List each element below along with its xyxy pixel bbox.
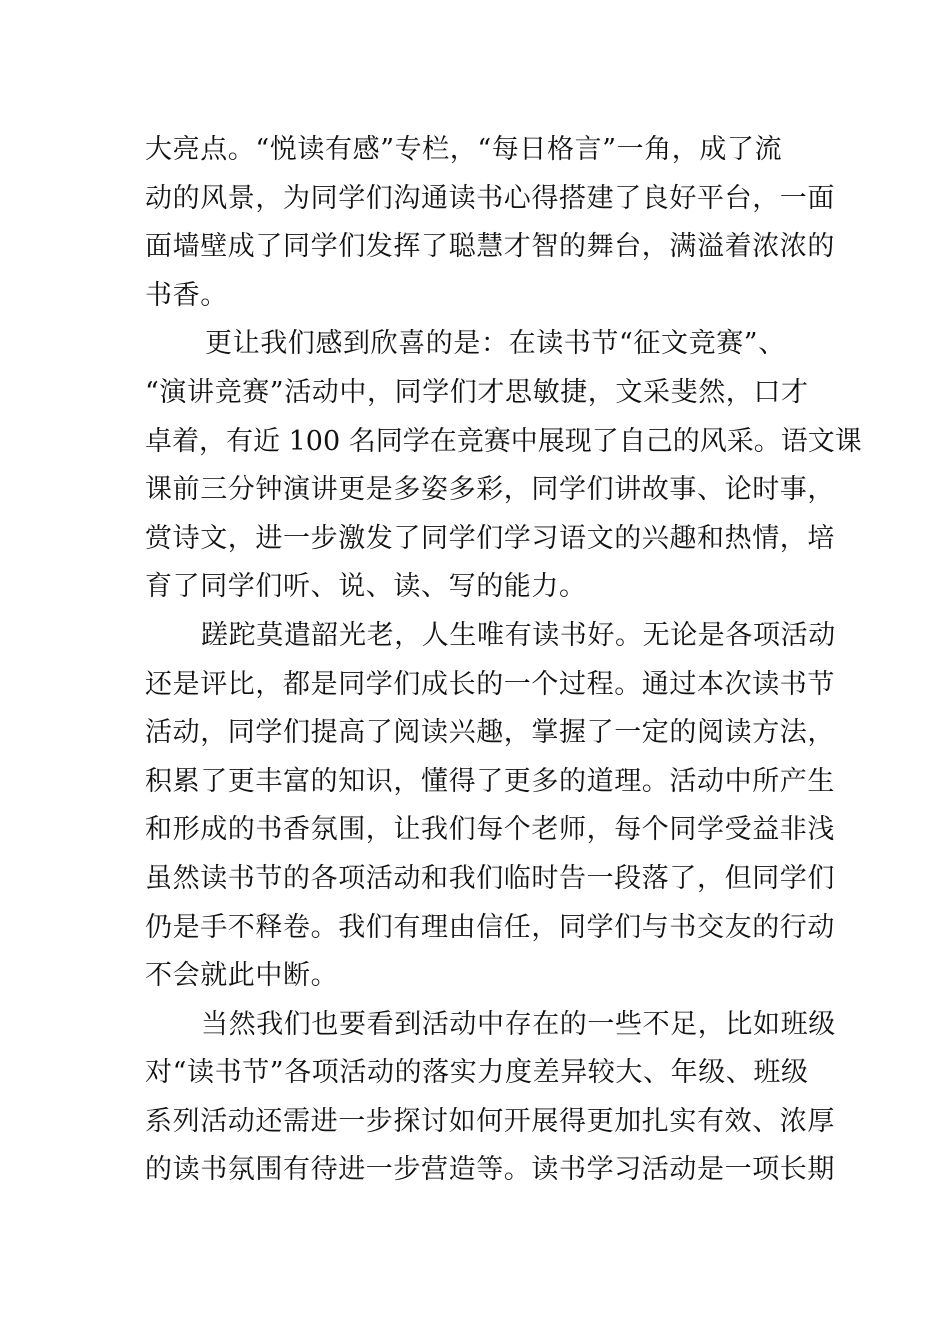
paragraph-line: 课前三分钟演讲更是多姿多彩，同学们讲故事、论时事， <box>145 474 835 506</box>
paragraph-line: 面墙壁成了同学们发挥了聪慧才智的舞台，满溢着浓浓的 <box>145 231 835 263</box>
paragraph-line: 对“读书节”各项活动的落实力度差异较大、年级、班级 <box>145 1057 809 1089</box>
paragraph-line: 虽然读书节的各项活动和我们临时告一段落了，但同学们 <box>145 862 835 894</box>
paragraph-line: 的读书氛围有待进一步营造等。读书学习活动是一项长期 <box>145 1154 835 1186</box>
paragraph-line: 仍是手不释卷。我们有理由信任，同学们与书交友的行动 <box>145 911 835 943</box>
paragraph-line: “演讲竞赛”活动中，同学们才思敏捷，文采斐然，口才 <box>145 376 809 408</box>
paragraph-line: 蹉跎莫遣韶光老，人生唯有读书好。无论是各项活动 <box>201 619 836 651</box>
paragraph-line: 系列活动还需进一步探讨如何开展得更加扎实有效、浓厚 <box>145 1105 835 1137</box>
paragraph-line: 动的风景，为同学们沟通读书心得搭建了良好平台，一面 <box>145 182 835 214</box>
document-body <box>145 126 862 1195</box>
paragraph-line: 卓着，有近 100 名同学在竞赛中展现了自己的风采。语文课 <box>145 425 862 457</box>
paragraph-line: 活动，同学们提高了阅读兴趣，掌握了一定的阅读方法， <box>145 717 835 749</box>
paragraph-line: 书香。 <box>145 279 228 311</box>
paragraph-2 <box>145 320 862 612</box>
paragraph-1 <box>145 126 835 320</box>
paragraph-line: 当然我们也要看到活动中存在的一些不足，比如班级 <box>201 1008 836 1040</box>
paragraph-4 <box>145 1001 836 1195</box>
paragraph-line: 育了同学们听、说、读、写的能力。 <box>145 571 587 603</box>
paragraph-line: 大亮点。“悦读有感”专栏，“每日格言”一角，成了流 <box>145 134 783 165</box>
paragraph-line: 不会就此中断。 <box>145 960 339 992</box>
paragraph-line: 赏诗文，进一步激发了同学们学习语文的兴趣和热情，培 <box>145 522 835 554</box>
paragraph-line: 积累了更丰富的知识，懂得了更多的道理。活动中所产生 <box>145 765 835 797</box>
paragraph-line: 和形成的书香氛围，让我们每个老师，每个同学受益非浅 <box>145 814 835 846</box>
paragraph-line: 还是评比，都是同学们成长的一个过程。通过本次读书节 <box>145 668 835 700</box>
paragraph-line: 更让我们感到欣喜的是：在读书节“征文竞赛”、 <box>205 328 786 360</box>
paragraph-3 <box>145 612 836 1001</box>
